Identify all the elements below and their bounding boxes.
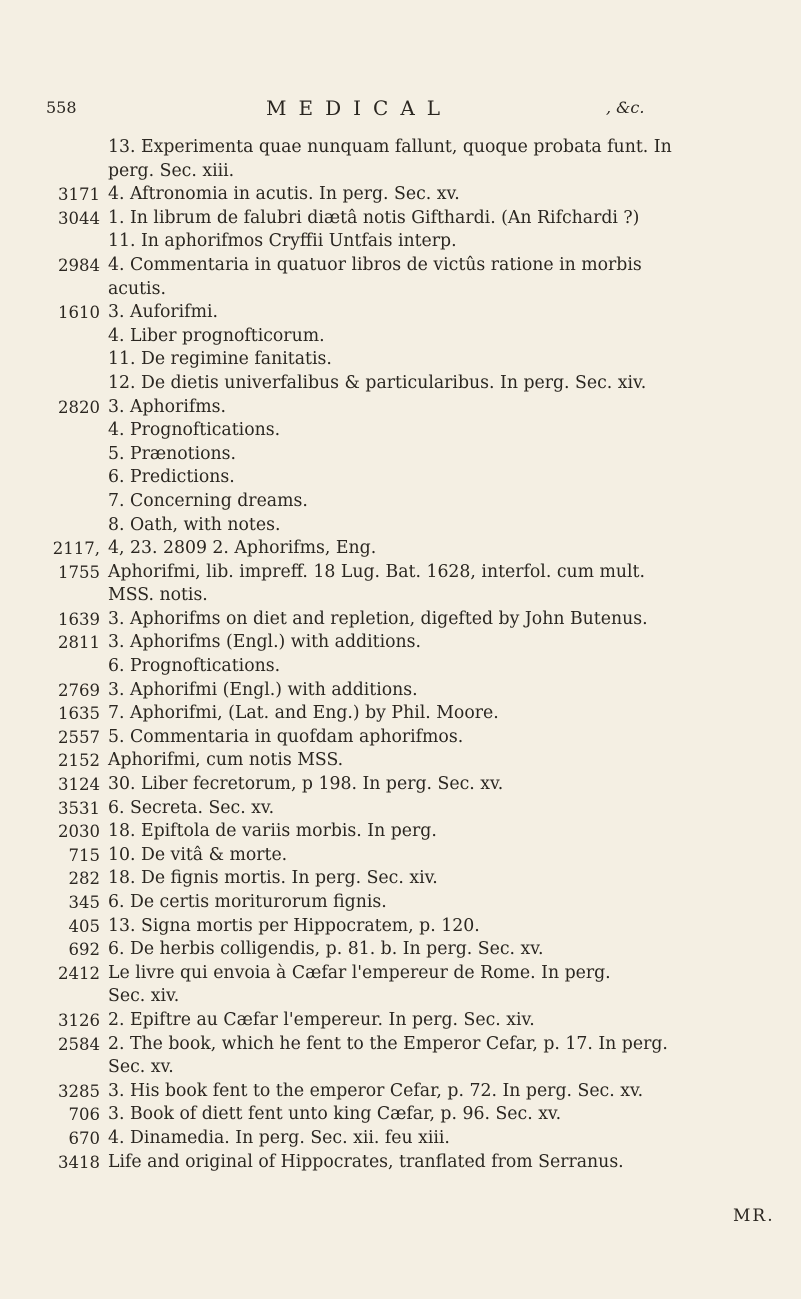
catalogue-entry — [30, 490, 770, 514]
catalogue-entry — [30, 183, 770, 207]
entry-number: 2584 — [58, 1034, 100, 1054]
entry-text-continuation: MSS. notis. — [108, 585, 208, 606]
catalogue-entry — [30, 938, 770, 962]
entry-text: 18. De fignis mortis. In perg. Sec. xiv. — [108, 868, 438, 889]
entry-number: 2557 — [58, 727, 100, 747]
entry-text: 11. In aphorifmos Cryffii Untfais interp. — [108, 231, 457, 252]
entry-number: 1755 — [58, 562, 100, 582]
entry-text: 3. Aphorifms on diet and repletion, digefted by John Butenus. — [108, 608, 648, 629]
catalogue-entry — [30, 915, 770, 939]
entry-number: 3124 — [58, 775, 100, 795]
entry-text: 4. Commentaria in quatuor libros de victûs ratione in morbis — [108, 254, 642, 275]
catalogue-entry — [30, 348, 770, 372]
entry-number: 692 — [68, 940, 100, 960]
entry-text: 6. Predictions. — [108, 467, 235, 488]
entry-text: 5. Prænotions. — [108, 443, 237, 464]
entry-number: 3531 — [58, 798, 100, 818]
entry-number: 706 — [68, 1105, 100, 1125]
catalogue-entry — [30, 230, 770, 254]
catalogue-entry — [30, 537, 770, 561]
catalogue-entry — [30, 844, 770, 868]
entry-text: 4. Aftronomia in acutis. In perg. Sec. xv. — [108, 184, 460, 205]
entry-text: 6. De certis moriturorum fignis. — [108, 892, 387, 912]
running-head-tail: , &c. — [606, 98, 645, 117]
catalogue-entries — [30, 136, 770, 1174]
entry-text: 4. Dinamedia. In perg. Sec. xii. feu xiii. — [108, 1127, 450, 1148]
catalogue-entry — [30, 466, 770, 490]
entry-text: 3. Auforifmi. — [108, 302, 218, 323]
entry-number: 2984 — [58, 255, 100, 275]
entry-text: 7. Aphorifmi, (Lat. and Eng.) by Phil. Moore. — [108, 703, 499, 724]
catalogue-entry — [30, 867, 770, 891]
catalogue-entry — [30, 1151, 770, 1175]
entry-number: 2117, — [52, 539, 100, 559]
catalogue-entry — [30, 514, 770, 538]
entry-text: Life and original of Hippocrates, tranflated from Serranus. — [108, 1151, 624, 1172]
catalogue-entry — [30, 1009, 770, 1033]
catalogue-entry — [30, 962, 770, 1009]
entry-text: 11. De regimine fanitatis. — [108, 349, 332, 370]
entry-number: 405 — [68, 916, 100, 936]
running-head: MEDICAL — [266, 96, 453, 120]
catalogue-entry — [30, 679, 770, 703]
catalogue-entry — [30, 1103, 770, 1127]
catalogue-entry — [30, 325, 770, 349]
entry-text: 8. Oath, with notes. — [108, 514, 281, 535]
catalogue-entry — [30, 1080, 770, 1104]
entry-number: 670 — [68, 1128, 100, 1148]
entry-number: 282 — [68, 869, 100, 889]
entry-text-continuation: Sec. xv. — [108, 1057, 174, 1078]
entry-text: 12. De dietis univerfalibus & particularibus. In perg. Sec. xiv. — [108, 372, 647, 393]
entry-number: 3044 — [58, 208, 100, 228]
entry-text: 3. Aphorifmi (Engl.) with additions. — [108, 679, 418, 700]
entry-number: 3126 — [58, 1010, 100, 1030]
entry-number: 2412 — [58, 963, 100, 983]
catalogue-entry — [30, 726, 770, 750]
entry-text: 13. Experimenta quae nunquam fallunt, quoque probata funt. In — [108, 137, 672, 157]
catalogue-entry — [30, 773, 770, 797]
entry-number: 3418 — [58, 1152, 100, 1172]
catalogue-entry — [30, 396, 770, 420]
catalogue-entry — [30, 797, 770, 821]
entry-number: 2820 — [58, 397, 100, 417]
entry-text: 10. De vitâ & morte. — [108, 844, 288, 865]
entry-text: 3. His book fent to the emperor Cefar, p. 72. In perg. Sec. xv. — [108, 1080, 644, 1101]
catalogue-entry — [30, 419, 770, 443]
entry-number: 3285 — [58, 1081, 100, 1101]
catalogue-entry — [30, 608, 770, 632]
entry-text: 18. Epiftola de variis morbis. In perg. — [108, 821, 437, 842]
catalogue-entry — [30, 372, 770, 396]
catalogue-entry — [30, 1127, 770, 1151]
catalogue-entry — [30, 702, 770, 726]
entry-text: 4, 23. 2809 2. Aphorifms, Eng. — [108, 538, 377, 559]
entry-text-continuation: perg. Sec. xiii. — [108, 160, 235, 181]
entry-number: 715 — [68, 845, 100, 865]
entry-text: 2. The book, which he fent to the Emperor Cefar, p. 17. In perg. — [108, 1033, 668, 1054]
catalogue-entry — [30, 254, 770, 301]
entry-text: 7. Concerning dreams. — [108, 490, 308, 511]
entry-text: 3. Aphorifms (Engl.) with additions. — [108, 632, 422, 653]
page-number: 558 — [46, 98, 77, 117]
entry-number: 2769 — [58, 680, 100, 700]
entry-text: 13. Signa mortis per Hippocratem, p. 120. — [108, 915, 480, 936]
catalogue-entry — [30, 749, 770, 773]
catalogue-entry — [30, 631, 770, 655]
entry-text: 6. Prognoftications. — [108, 656, 281, 677]
catalogue-entry — [30, 136, 770, 183]
entry-text: Le livre qui envoia à Cæfar l'empereur de Rome. In perg. — [108, 962, 611, 983]
catalogue-entry — [30, 207, 770, 231]
entry-number: 2030 — [58, 822, 100, 842]
catalogue-entry — [30, 891, 770, 915]
catalogue-entry — [30, 301, 770, 325]
entry-text: Aphorifmi, lib. impreff. 18 Lug. Bat. 1628, interfol. cum mult. — [108, 561, 645, 582]
entry-text: 3. Book of diett fent unto king Cæfar, p. 96. Sec. xv. — [108, 1104, 562, 1125]
entry-text-continuation: Sec. xiv. — [108, 986, 180, 1007]
catalogue-entry — [30, 655, 770, 679]
catchword: MR. — [733, 1206, 775, 1226]
entry-number: 2811 — [58, 633, 100, 653]
entry-text-continuation: acutis. — [108, 278, 166, 299]
entry-number: 1610 — [58, 303, 100, 323]
entry-text: 30. Liber fecretorum, p 198. In perg. Sec. xv. — [108, 774, 504, 795]
catalogue-entry — [30, 561, 770, 608]
entry-number: 2152 — [58, 751, 100, 771]
entry-text: 6. De herbis colligendis, p. 81. b. In perg. Sec. xv. — [108, 939, 544, 960]
entry-text: 6. Secreta. Sec. xv. — [108, 797, 275, 818]
entry-text: 3. Aphorifms. — [108, 396, 226, 417]
entry-text: Aphorifmi, cum notis MSS. — [108, 750, 344, 771]
catalogue-entry — [30, 443, 770, 467]
entry-number: 345 — [68, 893, 100, 912]
entry-number: 3171 — [58, 185, 100, 205]
entry-number: 1639 — [58, 609, 100, 629]
catalogue-entry — [30, 820, 770, 844]
page-header — [46, 98, 726, 126]
catalogue-entry — [30, 1033, 770, 1080]
entry-text: 2. Epiftre au Cæfar l'empereur. In perg. Sec. xiv. — [108, 1009, 535, 1030]
entry-text: 1. In librum de falubri diætâ notis Gifthardi. (An Rifchardi ?) — [108, 207, 640, 228]
entry-text: 5. Commentaria in quofdam aphorifmos. — [108, 726, 464, 747]
entry-text: 4. Liber prognofticorum. — [108, 325, 325, 346]
entry-number: 1635 — [58, 704, 100, 724]
entry-text: 4. Prognoftications. — [108, 420, 281, 441]
